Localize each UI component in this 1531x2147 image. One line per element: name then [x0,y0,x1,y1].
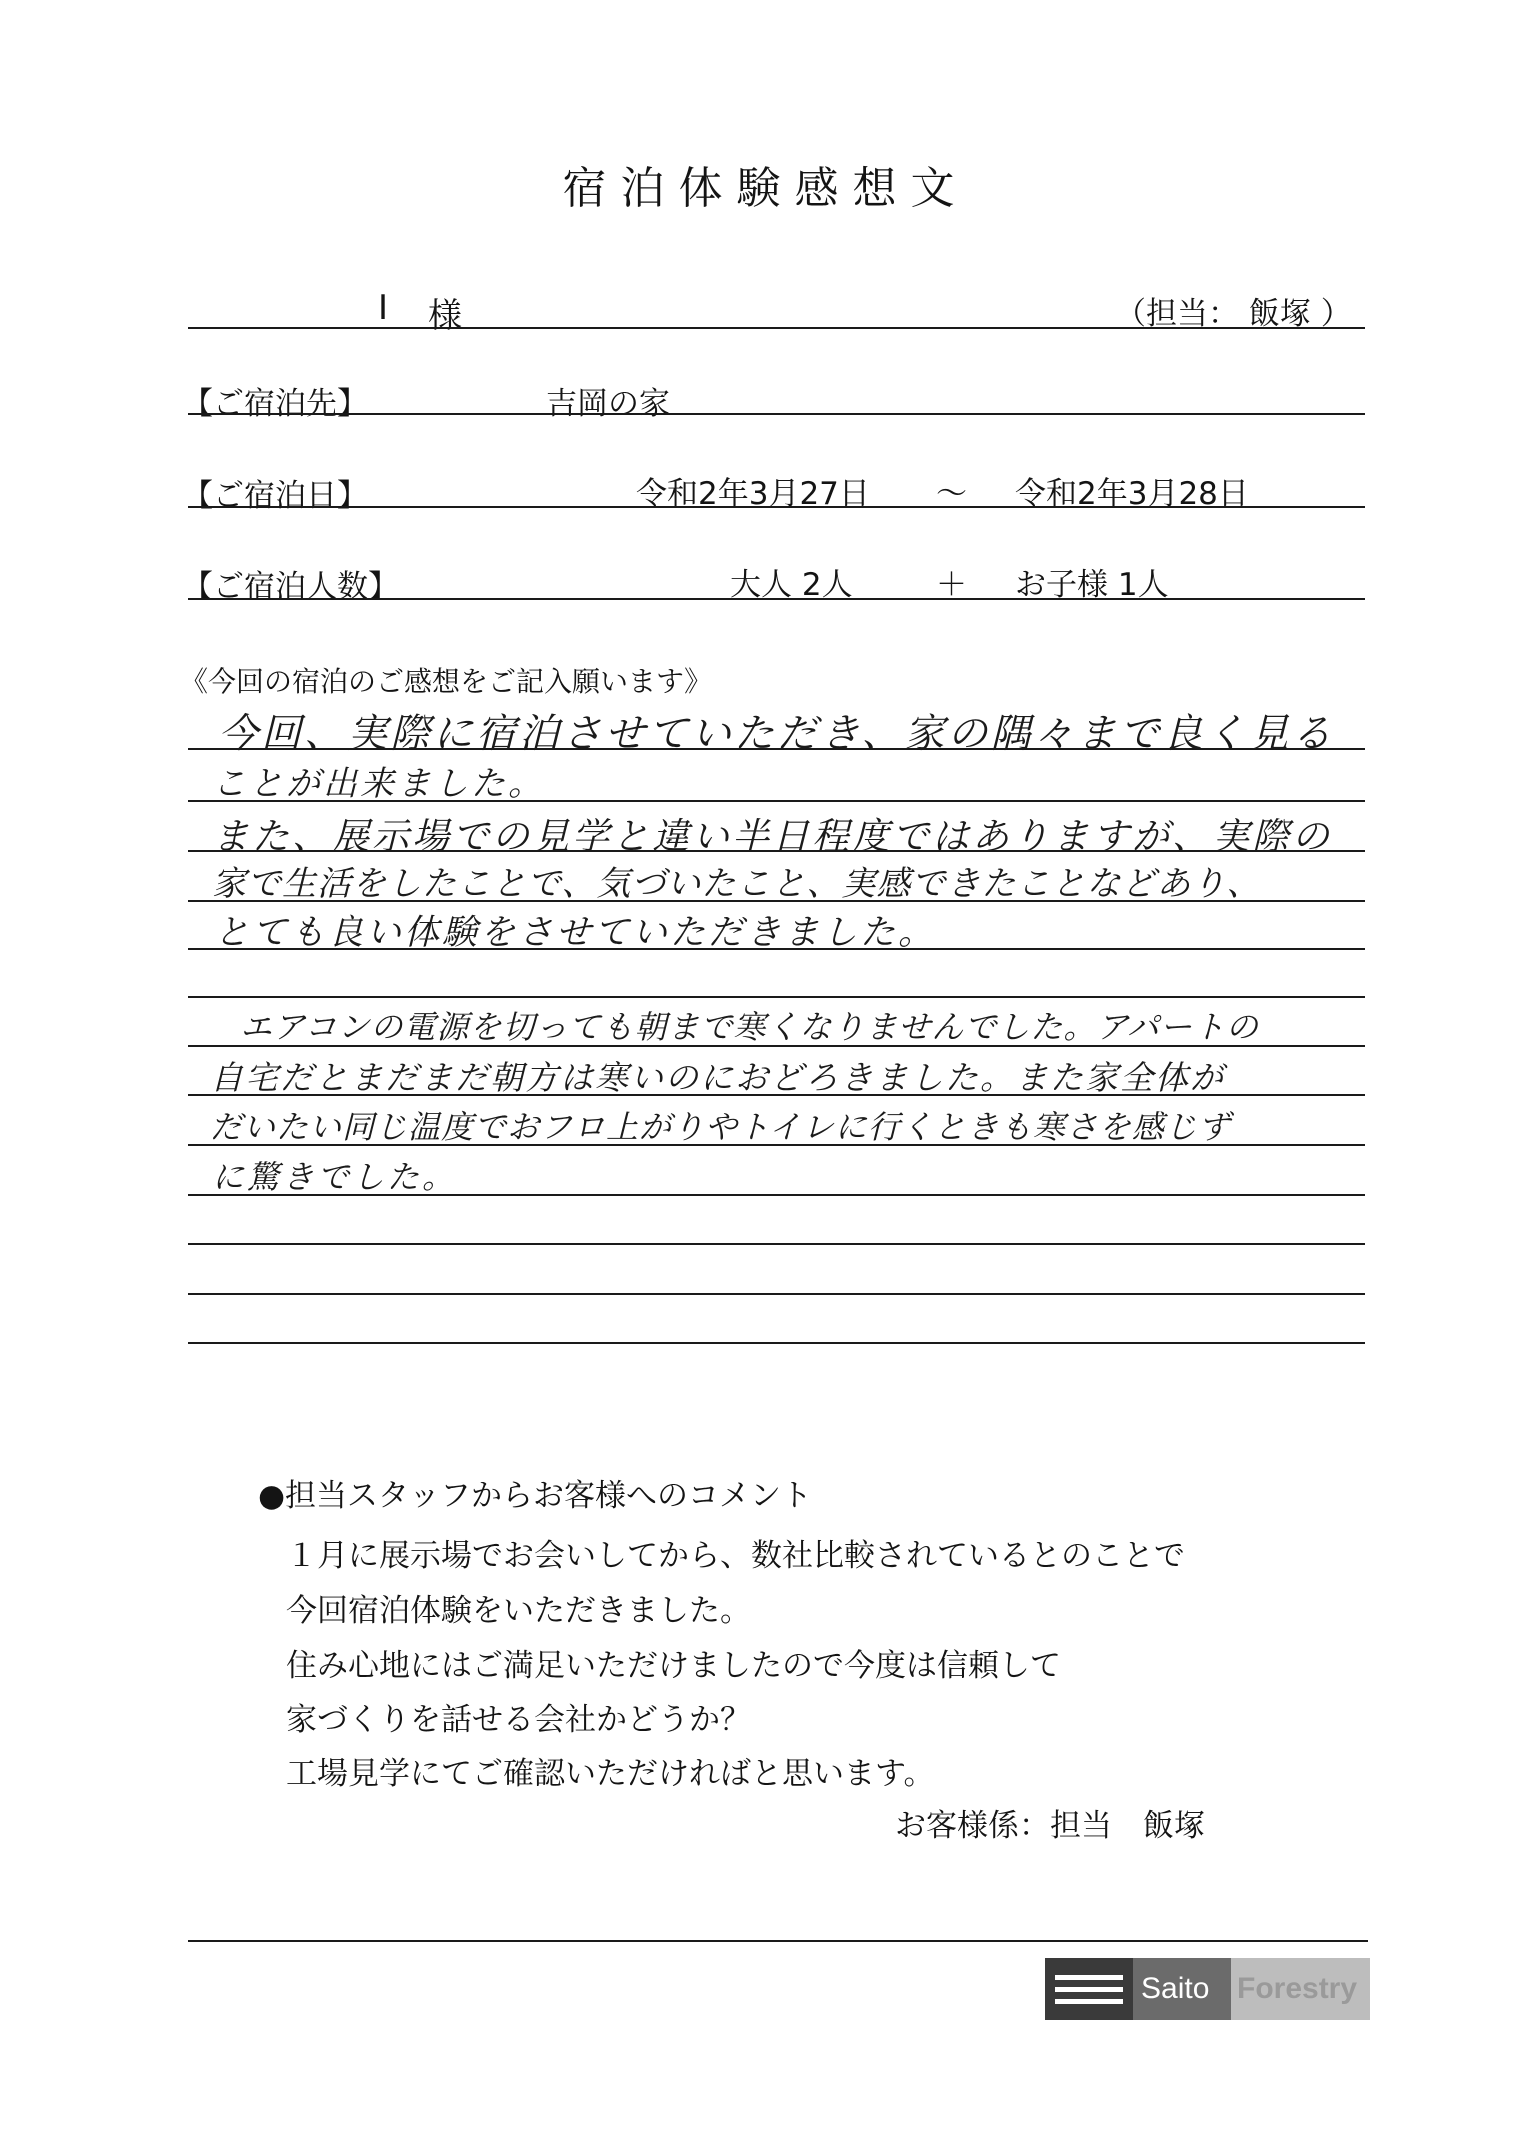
writing-line [188,1342,1365,1344]
date-separator: 〜 [936,476,967,512]
guest-name: I [378,288,389,328]
handwritten-line: だいたい同じ温度でおフロ上がりやトイレに行くときも寒さを感じず [210,1108,1231,1146]
company-logo [1045,1958,1370,2020]
handwritten-line: に驚きでした。 [212,1158,458,1196]
writing-line [188,1243,1365,1245]
date-label: 【ご宿泊日】 [182,478,368,514]
handwritten-line: とても良い体験をさせていただきました。 [214,913,937,953]
place-label: 【ご宿泊先】 [182,386,368,422]
writing-line [188,996,1365,998]
divider [188,506,1365,508]
divider [188,598,1365,600]
comment-line: １月に展示場でお会いしてから、数社比較されているとのことで [286,1538,1185,1574]
logo-text: Saito [1141,1972,1210,2005]
comment-line: 家づくりを話せる会社かどうか？ [286,1702,751,1738]
logo-mark-icon [1045,1958,1133,2020]
handwritten-line: また、展示場での見学と違い半日程度ではありますが、実際の [212,815,1332,858]
comment-line: 工場見学にてご確認いただければと思います。 [286,1756,935,1792]
children-count: お子様 1人 [1015,567,1169,603]
page-title: 宿泊体験感想文 [562,163,969,214]
adults-count: 大人 2人 [730,567,853,603]
divider [188,327,1365,329]
date-from: 令和2年3月27日 [636,476,870,512]
handwritten-line: 自宅だとまだまだ朝方は寒いのにおどろきました。また家全体が [210,1058,1225,1097]
handwritten-line: エアコンの電源を切っても朝まで寒くなりませんでした。アパートの [240,1008,1259,1046]
handwritten-line: 家で生活をしたことで、気づいたこと、実感できたことなどあり、 [212,864,1262,904]
comment-line: 住み心地にはご満足いただけましたので今度は信頼して [286,1648,1061,1684]
date-to: 令和2年3月28日 [1015,476,1249,512]
divider [188,413,1365,415]
staff-label: （担当： 飯塚 ） [1115,296,1352,332]
impressions-prompt: 《今回の宿泊のご感想をご記入願います》 [180,665,713,698]
writing-line [188,1293,1365,1295]
plus-sign: ＋ [936,567,967,603]
handwritten-line: ことが出来ました。 [212,764,545,804]
count-label: 【ご宿泊人数】 [182,569,399,605]
footer-divider [188,1940,1368,1942]
comment-heading: ●担当スタッフからお客様へのコメント [258,1478,813,1514]
comment-line: 今回宿泊体験をいただきました。 [286,1593,751,1629]
logo-text-secondary: Forestry [1231,1958,1370,2020]
place-value: 吉岡の家 [546,386,670,422]
handwritten-line: 今回、実際に宿泊させていただき、家の隅々まで良く見る [218,711,1335,757]
comment-signature: お客様係：担当 飯塚 [895,1808,1205,1844]
guest-suffix: 様 [428,296,462,336]
